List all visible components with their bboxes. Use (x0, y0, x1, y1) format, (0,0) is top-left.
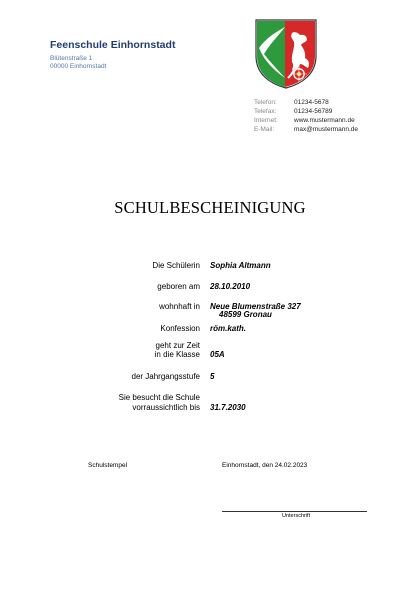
until-label-line2: vorraussichtlich bis (132, 403, 200, 412)
until-label-line1: Sie besucht die Schule (118, 393, 200, 402)
address-label: wohnhaft in (159, 302, 200, 311)
place-date: Einhornstadt, den 24.02.2023 (222, 462, 308, 469)
email-label: E-Mail: (254, 126, 275, 133)
phone-value: 01234-5678 (294, 99, 329, 106)
contact-block (254, 98, 358, 134)
internet-label: Internet: (254, 117, 278, 124)
contact-row-fax (254, 107, 358, 116)
class-label-line1: geht zur Zeit (155, 341, 200, 350)
grade-label: der Jahrgangsstufe (131, 372, 200, 381)
school-city: 00000 Einhornstadt (50, 63, 107, 70)
fax-value: 01234-56789 (294, 108, 333, 115)
confession-label: Konfession (160, 324, 200, 333)
internet-value: www.mustermann.de (294, 117, 355, 124)
email-value: max@mustermann.de (294, 126, 359, 133)
contact-row-email (254, 125, 358, 134)
school-street: Blütenstraße 1 (50, 55, 93, 62)
signature-line (222, 511, 367, 512)
contact-row-phone (254, 98, 358, 107)
phone-label: Telefon: (254, 99, 277, 106)
school-name: Feenschule Einhornstadt (50, 39, 176, 51)
signature-label: Unterschrift (282, 513, 311, 519)
grade-value: 5 (210, 372, 215, 381)
contact-row-internet (254, 116, 358, 125)
class-value: 05A (210, 350, 225, 359)
class-label-line2: in die Klasse (154, 350, 200, 359)
until-value: 31.7.2030 (210, 403, 246, 412)
address-line2: 48599 Gronau (219, 310, 272, 319)
born-value: 28.10.2010 (210, 282, 251, 291)
student-value: Sophia Altmann (210, 261, 271, 270)
student-label: Die Schülerin (152, 261, 200, 270)
document-title: SCHULBESCHEINIGUNG (114, 198, 306, 217)
address-line1: Neue Blumenstraße 327 (210, 302, 301, 311)
stamp-label: Schulstempel (88, 462, 128, 469)
coat-of-arms-icon (254, 18, 318, 90)
born-label: geboren am (157, 282, 200, 291)
confession-value: röm.kath. (210, 324, 247, 333)
fax-label: Telefax: (254, 108, 277, 115)
